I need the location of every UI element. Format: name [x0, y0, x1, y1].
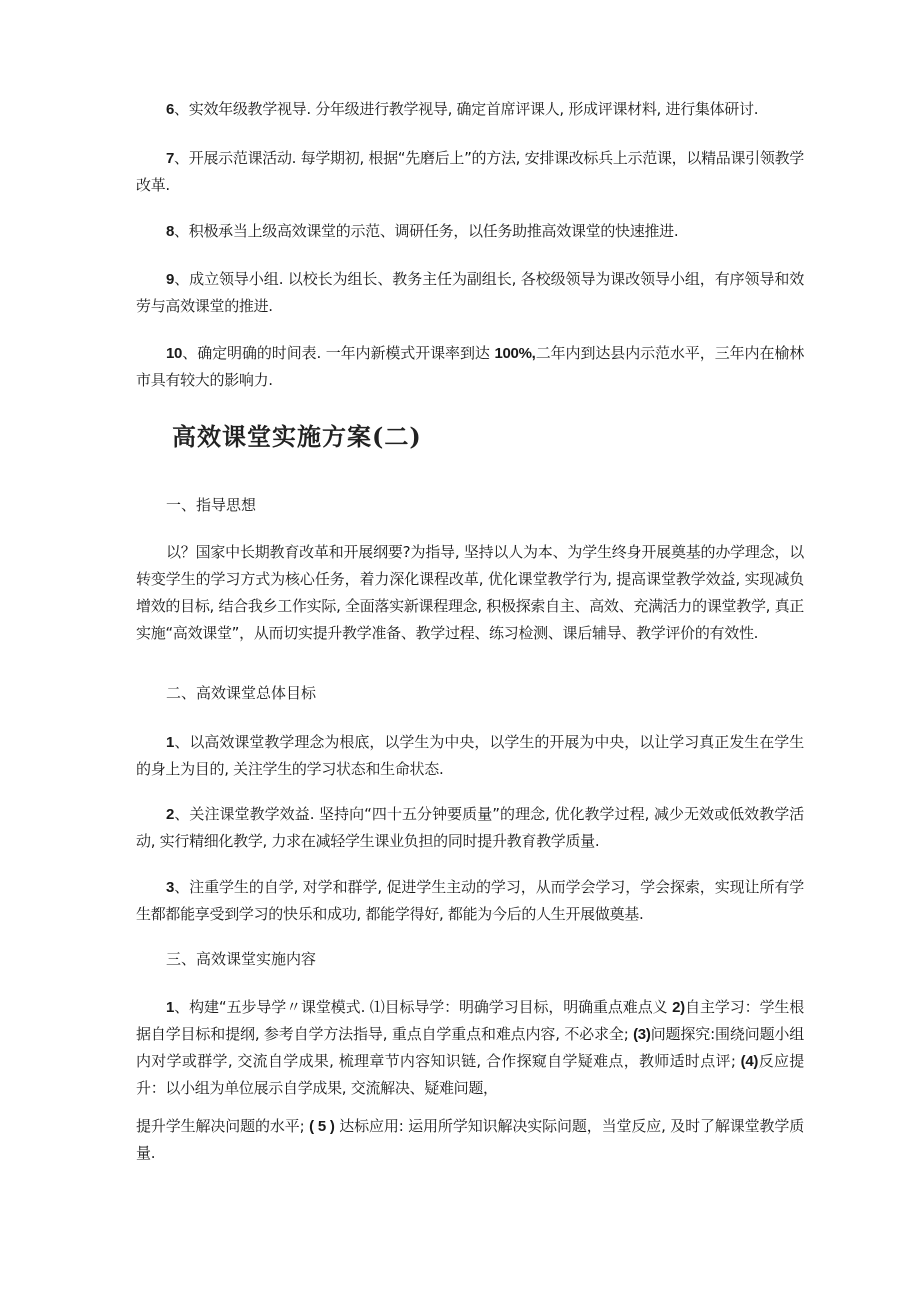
step-marker-3: (3) [633, 1026, 651, 1043]
item-number: 3 [166, 879, 175, 896]
item-number: 8 [166, 223, 175, 240]
item-number: 1 [166, 734, 175, 751]
item-text-continued: 二年内到达县内示范水平，三年内在榆林市具有较大的影响力. [136, 344, 804, 389]
step-text-5: 达标应用: 运用所学知识解决实际问题，当堂反应, 及时了解课堂教学质量. [136, 1117, 804, 1162]
document-title: 高效课堂实施方案(二) [172, 422, 422, 451]
item-10 [136, 340, 804, 394]
section-heading-guiding-ideology: 一、指导思想 [166, 496, 257, 514]
step-marker-5: ( 5 ) [309, 1118, 335, 1135]
item-9 [136, 266, 804, 320]
item-8 [136, 218, 804, 245]
step-text-2: 自主学习：学生根据自学目标和提纲, 参考自学方法指导, 重点自学重点和难点内容, 不必求全; [136, 998, 805, 1043]
item-text: 、开展示范课活动. 每学期初, 根据“先磨后上”的方法, 安排课改标兵上示范课，以精品课引领教学改革. [136, 149, 804, 194]
step-text-4: 反应提升：以小组为单位展示自学成果, 交流解决、疑难问题， [136, 1052, 805, 1097]
implementation-item-1 [136, 994, 804, 1102]
item-text: 、以高效课堂教学理念为根底，以学生为中央，以学生的开展为中央，以让学习真正发生在学生的身上为目的, 关注学生的学习状态和生命状态. [136, 733, 804, 778]
implementation-item-1-continued [136, 1113, 804, 1167]
section-heading-implementation: 三、高效课堂实施内容 [166, 950, 317, 968]
step-marker-2: 2) [672, 999, 685, 1016]
item-number: 6 [166, 101, 175, 118]
item-text: 、构建“五步导学〃课堂模式. ⑴目标导学：明确学习目标，明确重点难点义 [174, 998, 673, 1016]
item-number: 1 [166, 999, 175, 1016]
item-text: 、确定明确的时间表. 一年内新模式开课率到达 [182, 344, 495, 362]
item-number: 10 [166, 345, 183, 362]
step-text-4-continued: 提升学生解决问题的水平; [136, 1117, 310, 1135]
guiding-ideology-body: 以？国家中长期教育改革和开展纲要?为指导, 坚持以人为本、为学生终身开展奠基的办学理念，以转变学生的学习方式为核心任务，着力深化课程改革, 优化课堂教学行为, 提高课堂教学效益, 实现减负增效的目标, 结合我乡工作实际, 全面落实新课程理念, 积极探索自主、高效、充满活力的课堂教学, 真正实施“高效课堂”，从而切实提升教学准备、教学过程、练习检测、课后辅导、教学评价的有效性. [136, 543, 804, 642]
item-text: 、注重学生的自学, 对学和群学, 促进学生主动的学习，从而学会学习，学会探索，实现让所有学生都都能享受到学习的快乐和成功, 都能学得好, 都能为今后的人生开展做奠基. [136, 878, 804, 923]
item-number: 2 [166, 806, 175, 823]
item-text: 、成立领导小组. 以校长为组长、教务主任为副组长, 各校级领导为课改领导小组，有序领导和效劳与高效课堂的推进. [136, 270, 804, 315]
step-marker-4: (4) [740, 1053, 759, 1070]
step-text-3: 问题探究:围绕问题小组内对学或群学, 交流自学成果, 梳理章节内容知识链, 合作探窥自学疑难点，教师适时点评; [136, 1025, 804, 1070]
goal-item-2 [136, 801, 804, 855]
item-6 [136, 96, 804, 123]
item-7 [136, 145, 804, 199]
item-number: 7 [166, 150, 175, 167]
goal-item-3 [136, 874, 804, 928]
section-heading-overall-goals: 二、高效课堂总体目标 [166, 684, 317, 702]
item-number: 9 [166, 271, 175, 288]
goal-item-1 [136, 729, 804, 783]
item-text: 、实效年级教学视导. 分年级进行教学视导, 确定首席评课人, 形成评课材料, 进行集体研讨. [174, 100, 759, 118]
item-text: 、积极承当上级高效课堂的示范、调研任务，以任务助推高效课堂的快速推进. [174, 222, 679, 240]
item-text: 、关注课堂教学效益. 坚持向“四十五分钟要质量”的理念, 优化教学过程, 减少无效或低效教学活动, 实行精细化教学, 力求在减轻学生课业负担的同时提升教育教学质量. [136, 805, 804, 850]
percentage-value: 100%, [494, 345, 536, 362]
